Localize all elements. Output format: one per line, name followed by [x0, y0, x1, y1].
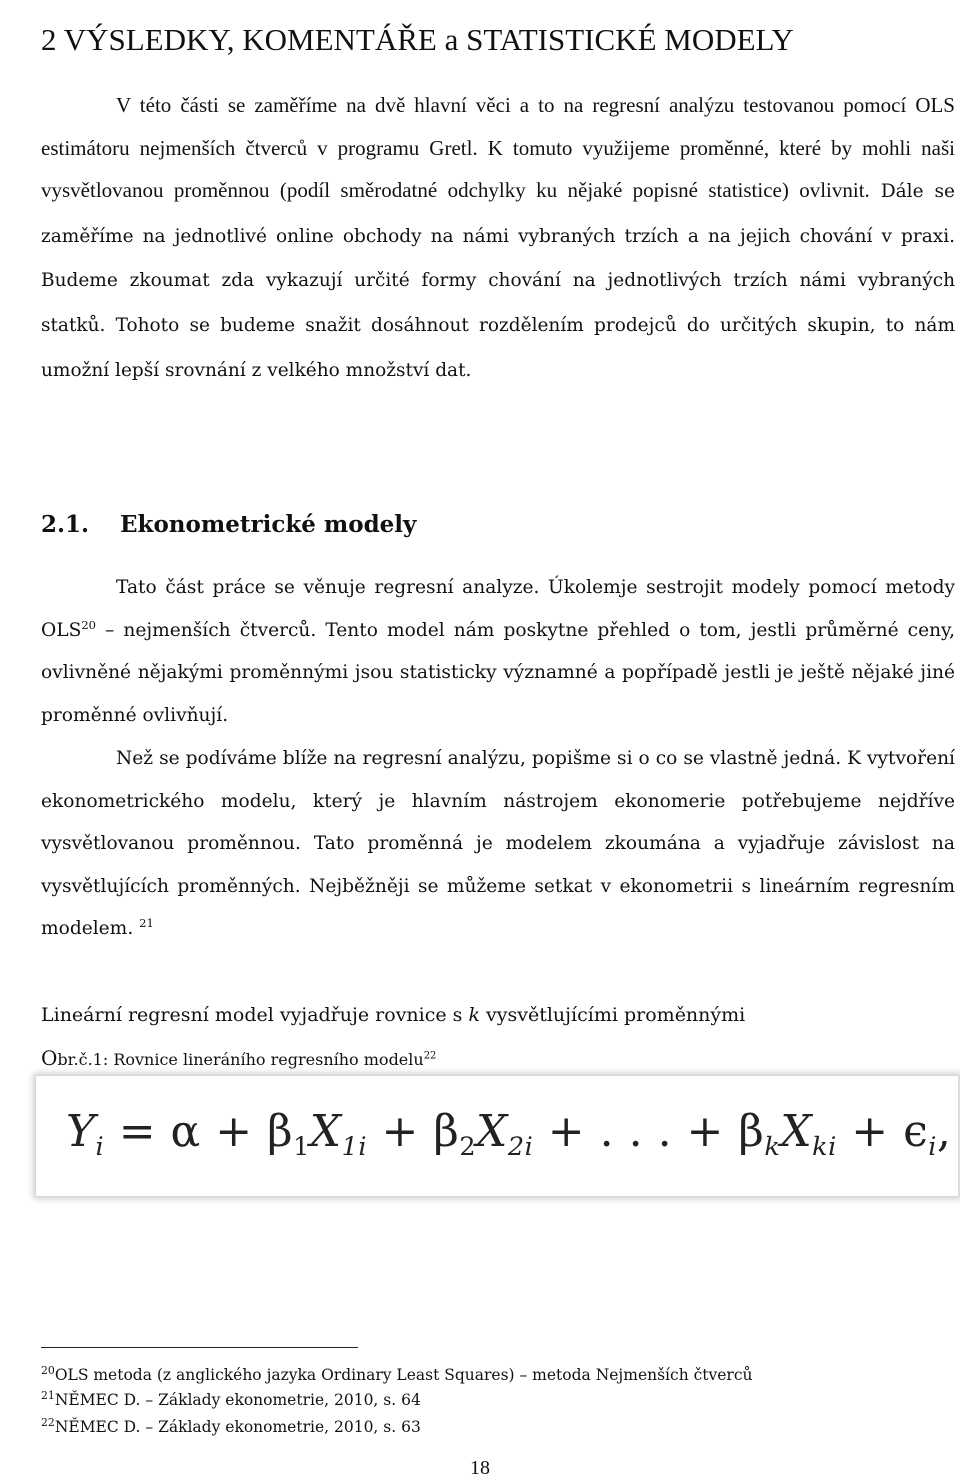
footnote-22-text: NĚMEC D. – Základy ekonometrie, 2010, s. 63 [54, 1418, 421, 1436]
formula-dots-betak: + . . . + β [533, 1106, 765, 1157]
intro-paragraph-sans-text: Dále se zaměříme na jednotlivé online obchody na námi vybraných trzích a na jejich chování v praxi. Budeme zkoumat zda vykazují určité formy chování na jednotlivých trzích námi vybraných statků. Tohoto se budeme snažit dosáhnout rozdělením prodejců do určitých skupin, to nám umožní lepší srovnání z velkého množství dat. [41, 181, 955, 381]
regression-paragraph-text: Než se podíváme blíže na regresní analýzu, popišme si o co se vlastně jedná. K vytvoření ekonometrického modelu, který je hlavním nástrojem ekonomerie potřebujeme nejdříve vysvětlovanou proměnnou. Tato proměnná je modelem zkoumána a vyjadřuje závislost na vysvětlujících proměnných. Nejběžněji se můžeme setkat v ekonometrii s lineárním regresním modelem. [41, 748, 955, 940]
formula-x1: X [309, 1106, 342, 1157]
footnote-20-number: 20 [41, 1363, 55, 1377]
section-heading [41, 505, 416, 545]
formula-y: Y [66, 1106, 96, 1157]
formula-x2: X [476, 1106, 508, 1157]
linear-model-text-after: vysvětlujícími proměnnými [479, 1004, 746, 1026]
intro-paragraph-serif-text: V této části se zaměříme na dvě hlavní věci a to na regresní analýzu testovanou pomocí OLS estimátoru nejmenších čtverců v programu Gretl. K tomuto využijeme proměnné, které by mohli naši vysvětlovanou proměnnou (podíl směrodatné odchylky ku nějaké popisné statistice) ovlivnit. [41, 93, 955, 203]
page-number: 18 [470, 1457, 490, 1479]
formula-plus-epsilon: + ϵ [836, 1106, 929, 1157]
intro-paragraph [41, 84, 955, 392]
formula-x2-sub: 2i [507, 1131, 534, 1162]
formula-epsilon-sub: i [928, 1131, 937, 1162]
footnote-ref-22[interactable]: 22 [423, 1050, 437, 1062]
formula-x1-sub: 1i [341, 1131, 368, 1162]
caption-text: br.č.1: Rovnice lineráního regresního modelu [57, 1050, 424, 1069]
regression-paragraph [41, 738, 955, 951]
footnote-21 [41, 1389, 421, 1411]
caption-first-letter: O [41, 1046, 58, 1070]
footnote-ref-21[interactable]: 21 [139, 916, 154, 931]
footnote-22 [41, 1416, 421, 1438]
formula-plus-beta2: + β [367, 1106, 460, 1157]
formula-beta1-sub: 1 [293, 1131, 310, 1162]
linear-model-text-before: Lineární regresní model vyjadřuje rovnice s [41, 1004, 469, 1026]
ols-paragraph-text-2: – nejmenších čtverců. Tento model nám poskytne přehled o tom, jestli průměrné ceny, ovlivněné nějakými proměnnými jsou statisticky významné a popřípadě jestli je ještě nějaké jiné proměnné ovlivňují. [41, 619, 955, 726]
footnote-21-text: NĚMEC D. – Základy ekonometrie, 2010, s. 64 [54, 1391, 421, 1409]
formula-eq-alpha-beta: = α + β [104, 1106, 294, 1157]
footnote-20-text: OLS metoda (z anglického jazyka Ordinary Least Squares) – metoda Nejmenších čtverců [54, 1366, 753, 1384]
formula-y-sub: i [95, 1131, 105, 1162]
footnote-21-number: 21 [41, 1388, 55, 1402]
section-title: Ekonometrické modely [120, 511, 417, 538]
ols-paragraph-text-1: Tato část práce se věnuje regresní analyze. Úkolemje sestrojit modely pomocí metody OLS [41, 577, 955, 641]
formula-comma: , [936, 1106, 952, 1157]
formula-xk-sub: ki [812, 1131, 837, 1162]
footnote-22-number: 22 [41, 1415, 55, 1429]
regression-formula [66, 1102, 951, 1162]
footnote-ref-20[interactable]: 20 [81, 617, 96, 632]
formula-beta2-sub: 2 [459, 1131, 477, 1162]
section-number: 2.1. [41, 511, 90, 538]
footnote-separator [41, 1347, 358, 1348]
footnote-20 [41, 1364, 753, 1386]
chapter-title: 2 VÝSLEDKY, KOMENTÁŘE a STATISTICKÉ MODELY [41, 21, 794, 57]
figure-caption [41, 1044, 436, 1074]
formula-betak-sub: k [764, 1131, 781, 1162]
ols-paragraph [41, 567, 955, 737]
linear-model-line [41, 1000, 745, 1030]
linear-model-k: k [468, 1004, 480, 1026]
formula-xk: X [780, 1106, 813, 1157]
formula-image [35, 1075, 959, 1197]
